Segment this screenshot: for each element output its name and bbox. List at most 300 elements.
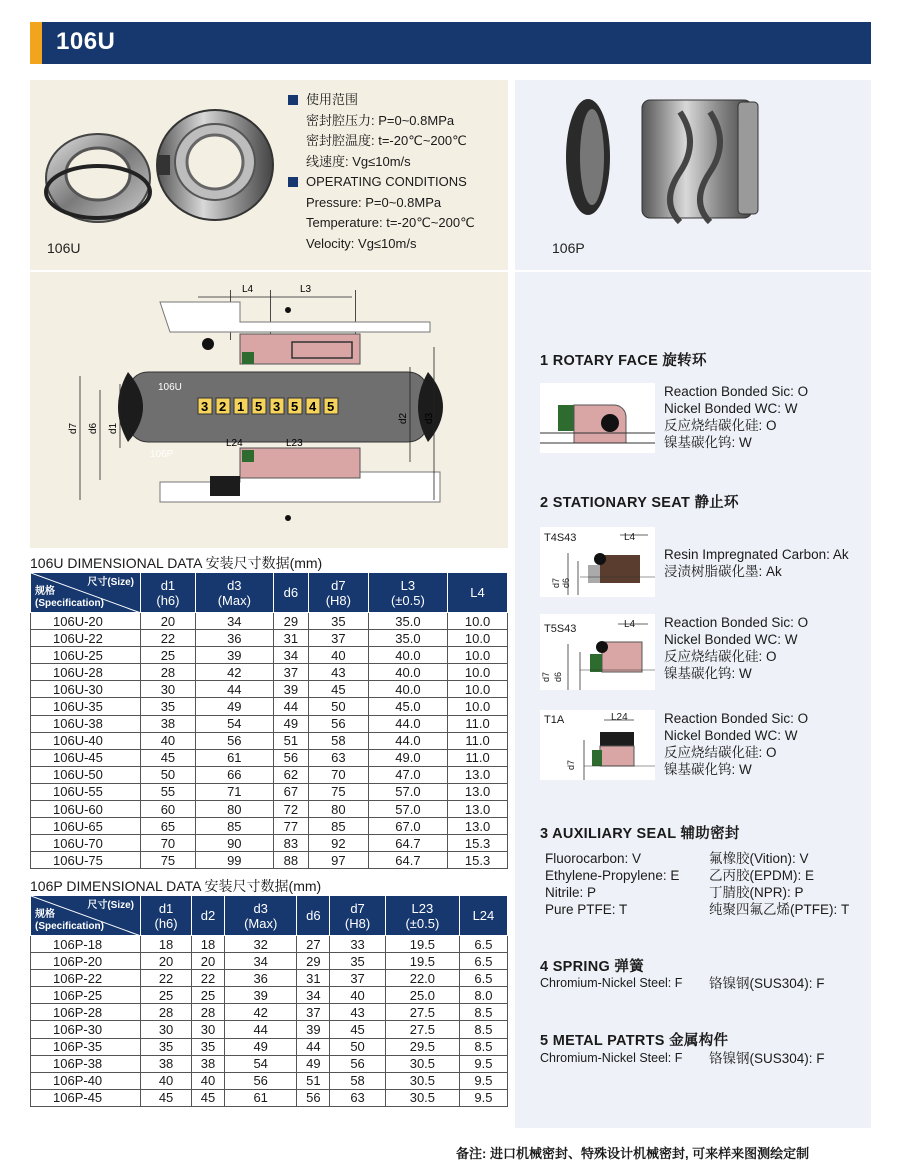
column-header [224,896,297,936]
value-cell: 37 [330,970,386,987]
value-cell: 30.5 [385,1072,459,1089]
spring-material-cn: 铬镍钢(SUS304): F [709,976,825,991]
value-cell: 44 [273,698,308,715]
value-cell: 54 [224,1055,297,1072]
value-cell: 40 [330,987,386,1004]
spec-cell: 106P-40 [31,1072,141,1089]
value-cell: 20 [141,613,196,630]
value-cell: 28 [141,1004,192,1021]
value-cell: 72 [273,801,308,818]
spec-cell: 106P-18 [31,936,141,953]
conditions-en-heading: OPERATING CONDITIONS [306,174,467,189]
spec-cell: 106U-70 [31,835,141,852]
table-row [31,681,508,698]
t5s43-tag: T5S43 [544,623,577,635]
value-cell: 38 [192,1055,225,1072]
value-cell: 75 [308,783,368,800]
conditions-cn-velocity: 线速度: Vg≤10m/s [306,153,411,169]
value-cell: 49.0 [368,749,447,766]
column-header-tolerance: (H8) [344,915,371,931]
value-cell: 6.5 [459,970,507,987]
callout-2: 2 [219,399,227,414]
value-cell: 35 [192,1038,225,1055]
product-106p-label: 106P [552,240,585,256]
product-106u-photo [40,100,280,240]
table-row [31,953,508,970]
value-cell: 42 [224,1004,297,1021]
value-cell: 10.0 [448,630,508,647]
value-cell: 40.0 [368,647,447,664]
spec-cell: 106U-65 [31,818,141,835]
value-cell: 57.0 [368,783,447,800]
material-line: Nickel Bonded WC: W [664,632,798,647]
value-cell: 58 [308,732,368,749]
conditions-en-temperature: Temperature: t=-20℃~200℃ [306,215,475,230]
rotary-face-title: 1 ROTARY FACE 旋转环 [540,353,707,369]
table-row [31,647,508,664]
bullet-square-icon [288,177,298,187]
column-header-symbol: L3 [400,577,416,593]
value-cell: 97 [308,852,368,869]
value-cell: 35 [308,613,368,630]
value-cell: 34 [273,647,308,664]
value-cell: 10.0 [448,647,508,664]
metal-parts-title: 5 METAL PATRTS 金属构件 [540,1033,729,1049]
value-cell: 6.5 [459,953,507,970]
bullet-square-icon [288,95,298,105]
table-row [31,749,508,766]
column-header-symbol: L24 [472,908,495,923]
table-row [31,766,508,783]
value-cell: 15.3 [448,852,508,869]
page-title: 106U [56,28,116,55]
value-cell: 13.0 [448,801,508,818]
material-line: Nitrile: P [545,885,597,900]
value-cell: 27.5 [385,1021,459,1038]
column-header-symbol: L23 [411,900,434,916]
value-cell: 30 [192,1021,225,1038]
value-cell: 25.0 [385,987,459,1004]
value-cell: 18 [141,936,192,953]
value-cell: 36 [195,630,273,647]
spec-cell: 106P-28 [31,1004,141,1021]
t1a-materials [664,710,808,778]
column-header [448,573,508,613]
value-cell: 34 [195,613,273,630]
value-cell: 31 [297,970,330,987]
spec-cell: 106U-30 [31,681,141,698]
value-cell: 27 [297,936,330,953]
value-cell: 8.0 [459,987,507,1004]
value-cell: 6.5 [459,936,507,953]
corner-size: 尺寸(Size) [87,577,134,588]
value-cell: 44 [297,1038,330,1055]
value-cell: 62 [273,766,308,783]
callout-6: 5 [291,399,299,414]
value-cell: 63 [308,749,368,766]
column-header-tolerance: (h6) [156,592,180,608]
value-cell: 42 [195,664,273,681]
t4s43-materials [664,546,849,580]
column-header [141,573,196,613]
conditions-cn-pressure: 密封腔压力: P=0~0.8MPa [306,112,455,128]
value-cell: 56 [273,749,308,766]
value-cell: 99 [195,852,273,869]
table-row [31,1089,508,1106]
value-cell: 35 [141,698,196,715]
column-header-symbol: d6 [306,908,321,923]
t4s43-dim-d6: d6 [561,577,572,589]
dim-d1: d1 [108,422,119,434]
value-cell: 51 [273,732,308,749]
column-header-symbol: d3 [253,900,268,916]
value-cell: 66 [195,766,273,783]
column-header-tolerance: (Max) [244,915,278,931]
value-cell: 38 [141,715,196,732]
drawing-label-106u: 106U [158,382,182,393]
value-cell: 44 [195,681,273,698]
stationary-seat-title: 2 STATIONARY SEAT 静止环 [540,495,739,511]
value-cell: 40.0 [368,664,447,681]
spec-cell: 106P-30 [31,1021,141,1038]
dim-l23: L23 [286,438,303,449]
value-cell: 85 [195,818,273,835]
value-cell: 19.5 [385,953,459,970]
value-cell: 39 [273,681,308,698]
material-line: Reaction Bonded Sic: O [664,615,809,630]
value-cell: 11.0 [448,715,508,732]
value-cell: 39 [297,1021,330,1038]
value-cell: 19.5 [385,936,459,953]
value-cell: 35.0 [368,630,447,647]
value-cell: 67 [273,783,308,800]
value-cell: 22 [141,970,192,987]
column-header-symbol: d7 [350,900,365,916]
material-line: 反应烧结碳化硅: O [664,418,777,433]
column-header-tolerance: (±0.5) [390,592,425,608]
value-cell: 40 [141,732,196,749]
value-cell: 27.5 [385,1004,459,1021]
column-header-tolerance: (Max) [217,592,251,608]
value-cell: 25 [141,647,196,664]
spec-cell: 106P-22 [31,970,141,987]
value-cell: 45 [330,1021,386,1038]
t4s43-dim-d7: d7 [551,577,562,589]
material-line: 镍基碳化钨: W [664,666,752,681]
value-cell: 9.5 [459,1072,507,1089]
dim-l24: L24 [226,438,243,449]
value-cell: 44.0 [368,732,447,749]
table-row [31,852,508,869]
spec-cell: 106U-75 [31,852,141,869]
table-header-row [31,573,508,613]
table-row [31,1038,508,1055]
value-cell: 25 [192,987,225,1004]
value-cell: 61 [224,1089,297,1106]
value-cell: 44 [224,1021,297,1038]
value-cell: 33 [330,936,386,953]
value-cell: 67.0 [368,818,447,835]
spring-material-en: Chromium-Nickel Steel: F [540,976,683,990]
column-header-symbol: d2 [200,908,216,923]
conditions-cn-heading: 使用范围 [306,92,359,107]
value-cell: 34 [297,987,330,1004]
column-header [308,573,368,613]
value-cell: 47.0 [368,766,447,783]
table-row [31,1004,508,1021]
product-106p-photo [560,92,790,232]
value-cell: 25 [141,987,192,1004]
value-cell: 20 [192,953,225,970]
column-header-symbol: d3 [227,577,242,593]
value-cell: 58 [330,1072,386,1089]
value-cell: 13.0 [448,766,508,783]
value-cell: 37 [273,664,308,681]
material-line: Resin Impregnated Carbon: Ak [664,547,849,562]
value-cell: 80 [195,801,273,818]
value-cell: 43 [330,1004,386,1021]
spec-cell: 106U-50 [31,766,141,783]
t5s43-materials [664,614,808,682]
callout-3: 1 [237,399,245,414]
value-cell: 49 [195,698,273,715]
spec-cell: 106U-28 [31,664,141,681]
material-line: Nickel Bonded WC: W [664,728,798,743]
value-cell: 15.3 [448,835,508,852]
conditions-cn-temperature: 密封腔温度: t=-20℃~200℃ [306,133,467,148]
table-row [31,715,508,732]
dim-d6: d6 [88,422,99,434]
material-line: Reaction Bonded Sic: O [664,384,809,399]
table-corner-header [31,896,141,936]
value-cell: 45 [308,681,368,698]
value-cell: 45.0 [368,698,447,715]
callout-8: 5 [327,399,335,414]
value-cell: 70 [308,766,368,783]
value-cell: 56 [195,732,273,749]
rotary-face-diagram [540,383,655,453]
value-cell: 40 [308,647,368,664]
material-line: 氟橡胶(Vition): V [709,851,809,866]
dim-d7: d7 [68,422,79,434]
table-row [31,698,508,715]
table-row [31,1055,508,1072]
value-cell: 39 [224,987,297,1004]
column-header-tolerance: (h6) [154,915,178,931]
value-cell: 75 [141,852,196,869]
material-line: Fluorocarbon: V [545,851,642,866]
spec-cell: 106U-20 [31,613,141,630]
value-cell: 22 [192,970,225,987]
value-cell: 31 [273,630,308,647]
value-cell: 56 [308,715,368,732]
section-drawing [30,272,508,548]
table-row [31,664,508,681]
t1a-dim-d7: d7 [566,759,577,771]
value-cell: 13.0 [448,818,508,835]
drawing-label-106p: 106P [150,449,174,460]
spec-cell: 106P-38 [31,1055,141,1072]
value-cell: 50 [141,766,196,783]
conditions-en-pressure: Pressure: P=0~0.8MPa [306,194,442,210]
spec-cell: 106P-20 [31,953,141,970]
value-cell: 92 [308,835,368,852]
value-cell: 88 [273,852,308,869]
value-cell: 10.0 [448,613,508,630]
value-cell: 37 [297,1004,330,1021]
column-header [192,896,225,936]
corner-spec-cn: 规格 [35,586,55,597]
table-106p [30,895,508,1107]
table-corner-header [31,573,141,613]
table-row [31,835,508,852]
value-cell: 13.0 [448,783,508,800]
value-cell: 37 [308,630,368,647]
auxiliary-seal-title: 3 AUXILIARY SEAL 辅助密封 [540,826,740,842]
table-row [31,630,508,647]
column-header-symbol: d1 [160,577,176,593]
value-cell: 64.7 [368,835,447,852]
t4s43-dim-l: L4 [624,532,636,543]
material-line: 镍基碳化钨: W [664,762,752,777]
value-cell: 45 [141,1089,192,1106]
value-cell: 61 [195,749,273,766]
material-line: 反应烧结碳化硅: O [664,649,777,664]
material-line: 镍基碳化钨: W [664,435,752,450]
value-cell: 32 [224,936,297,953]
value-cell: 60 [141,801,196,818]
value-cell: 50 [330,1038,386,1055]
value-cell: 55 [141,783,196,800]
table-106u [30,572,508,869]
dim-d2: d2 [398,412,409,424]
value-cell: 50 [308,698,368,715]
callout-1: 3 [201,399,209,414]
table-header-row [31,896,508,936]
value-cell: 57.0 [368,801,447,818]
header-bar [30,22,871,64]
spec-cell: 106U-55 [31,783,141,800]
value-cell: 39 [195,647,273,664]
value-cell: 77 [273,818,308,835]
t5s43-dim-d7: d7 [541,671,552,683]
spec-cell: 106P-45 [31,1089,141,1106]
column-header [368,573,447,613]
column-header [330,896,386,936]
material-line: Nickel Bonded WC: W [664,401,798,416]
table-row [31,732,508,749]
value-cell: 56 [330,1055,386,1072]
value-cell: 40 [192,1072,225,1089]
table-row [31,970,508,987]
value-cell: 54 [195,715,273,732]
callout-5: 3 [273,399,281,414]
value-cell: 49 [273,715,308,732]
value-cell: 8.5 [459,1021,507,1038]
value-cell: 22.0 [385,970,459,987]
table-106p-title: 106P DIMENSIONAL DATA 安装尺寸数据(mm) [30,878,322,894]
column-header [273,573,308,613]
value-cell: 29 [273,613,308,630]
value-cell: 56 [224,1072,297,1089]
material-line: Ethylene-Propylene: E [545,868,680,883]
table-row [31,613,508,630]
column-header [297,896,330,936]
value-cell: 11.0 [448,732,508,749]
t5s43-dim-d6: d6 [553,671,564,683]
spec-cell: 106P-25 [31,987,141,1004]
value-cell: 10.0 [448,698,508,715]
value-cell: 85 [308,818,368,835]
value-cell: 35.0 [368,613,447,630]
material-line: 反应烧结碳化硅: O [664,745,777,760]
value-cell: 90 [195,835,273,852]
corner-size: 尺寸(Size) [87,900,134,911]
value-cell: 9.5 [459,1089,507,1106]
column-header-symbol: d7 [331,577,346,593]
value-cell: 8.5 [459,1038,507,1055]
t5s43-dim-l: L4 [624,619,636,630]
value-cell: 30.5 [385,1089,459,1106]
material-line: Pure PTFE: T [545,902,628,917]
table-row [31,1021,508,1038]
value-cell: 36 [224,970,297,987]
dim-l3: L3 [300,284,312,295]
table-row [31,818,508,835]
value-cell: 10.0 [448,664,508,681]
metal-material-en: Chromium-Nickel Steel: F [540,1051,683,1065]
corner-spec-cn: 规格 [35,909,55,920]
table-row [31,936,508,953]
t1a-dim-l: L24 [611,712,628,723]
value-cell: 40 [141,1072,192,1089]
value-cell: 49 [224,1038,297,1055]
corner-spec-en: (Specification) [35,598,104,609]
conditions-en-velocity: Velocity: Vg≤10m/s [306,235,417,251]
value-cell: 40.0 [368,681,447,698]
dim-d3: d3 [424,412,435,424]
material-line: 浸渍树脂碳化墨: Ak [664,564,782,579]
spec-cell: 106U-60 [31,801,141,818]
column-header [385,896,459,936]
material-line: 丁腈胶(NPR): P [709,885,804,900]
operating-conditions [288,90,503,254]
auxiliary-materials-cn [709,850,849,918]
material-line: Reaction Bonded Sic: O [664,711,809,726]
table-row [31,987,508,1004]
value-cell: 38 [141,1055,192,1072]
column-header [459,896,507,936]
value-cell: 28 [141,664,196,681]
column-header-tolerance: (H8) [325,592,351,608]
material-line: 纯聚四氟乙烯(PTFE): T [709,902,850,917]
value-cell: 29 [297,953,330,970]
value-cell: 28 [192,1004,225,1021]
column-header [141,896,192,936]
header-accent [30,22,42,64]
value-cell: 71 [195,783,273,800]
table-row [31,801,508,818]
value-cell: 49 [297,1055,330,1072]
value-cell: 43 [308,664,368,681]
material-line: 乙丙胶(EPDM): E [709,868,815,883]
value-cell: 22 [141,630,196,647]
value-cell: 20 [141,953,192,970]
column-header-symbol: L4 [470,585,485,600]
value-cell: 9.5 [459,1055,507,1072]
metal-material-cn: 铬镍钢(SUS304): F [709,1051,825,1066]
table-106u-title: 106U DIMENSIONAL DATA 安装尺寸数据(mm) [30,555,323,571]
